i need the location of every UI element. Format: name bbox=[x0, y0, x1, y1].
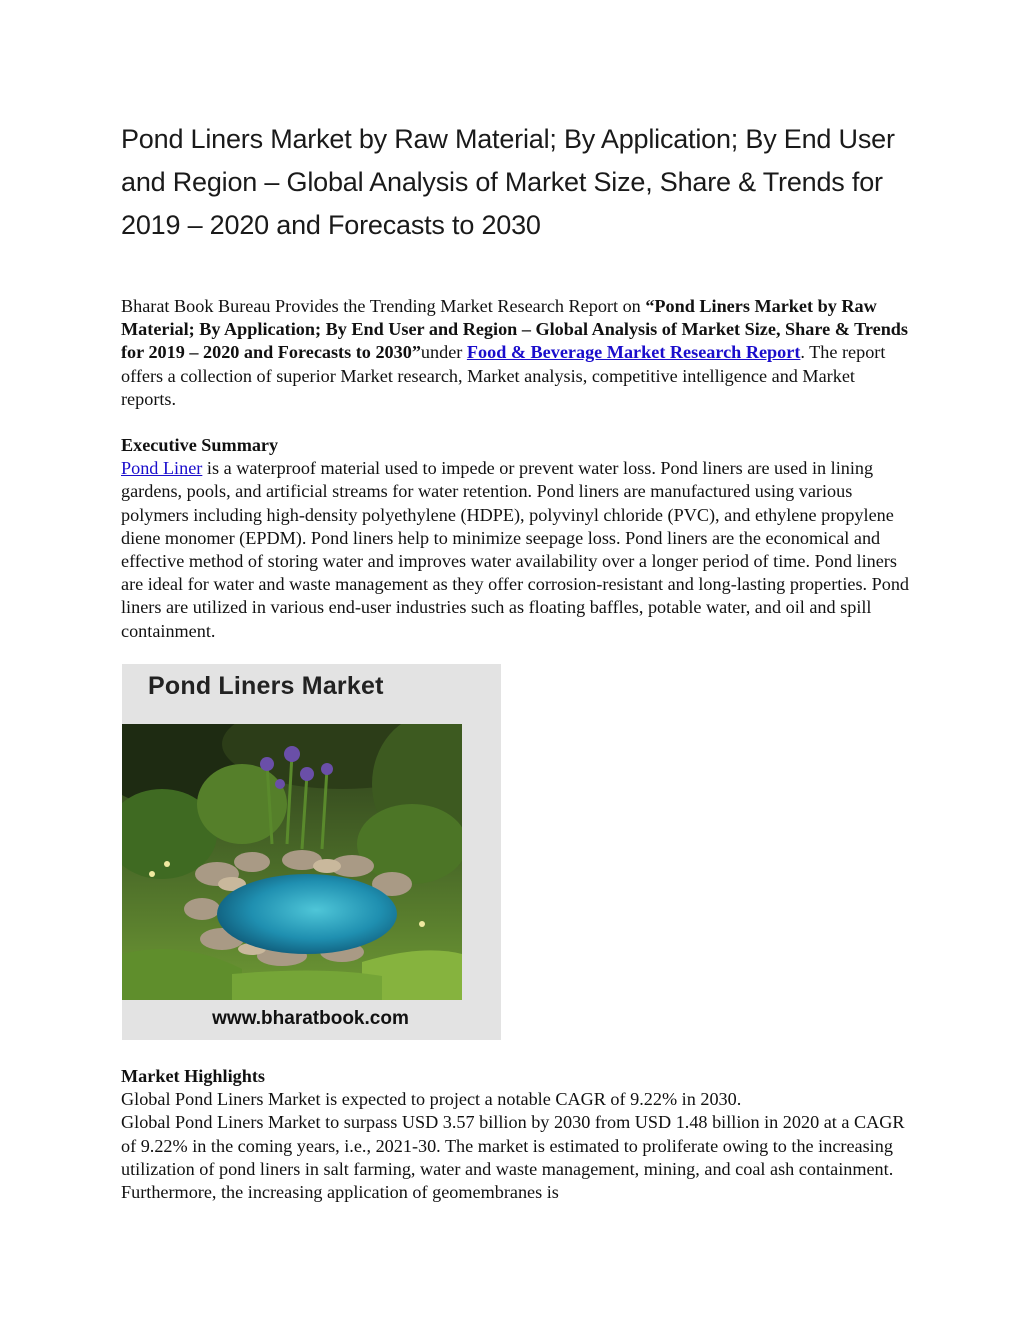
category-link[interactable]: Food & Beverage Market Research Report bbox=[466, 342, 801, 363]
intro-suffix: . The report offers a collection of superior Market research, Market analysis, competitive intelligence and Market reports. bbox=[121, 342, 886, 409]
market-highlights-section bbox=[121, 1065, 911, 1204]
intro-paragraph bbox=[121, 295, 911, 411]
pond-liners-market-figure bbox=[122, 664, 501, 1040]
pond-liner-link[interactable]: Pond Liner bbox=[121, 458, 203, 479]
executive-summary-heading: Executive Summary bbox=[121, 435, 279, 455]
figure-url: www.bharatbook.com bbox=[212, 1008, 409, 1029]
document-title: Pond Liners Market by Raw Material; By Application; By End User and Region – Global Analysis of Market Size, Share & Trends for 2019 – 2020 and Forecasts to 2030 bbox=[121, 124, 895, 240]
intro-under: under bbox=[420, 342, 467, 363]
highlight-line-2: Global Pond Liners Market to surpass USD 3.57 billion by 2030 from USD 1.48 billion in 2020 at a CAGR of 9.22% in the coming years, i.e., 2021-30. The market is estimated to proliferate owing to the increasing utilization of pond liners in salt farming, water and waste management, mining, and coal ash containment. Furthermore, the increasing application of geomembranes is bbox=[121, 1112, 905, 1203]
intro-prefix: Bharat Book Bureau Provides the Trending Market Research Report on bbox=[121, 296, 646, 316]
highlight-line-1: Global Pond Liners Market is expected to project a notable CAGR of 9.22% in 2030. bbox=[121, 1089, 742, 1110]
garden-pond-photo bbox=[122, 724, 462, 1000]
executive-summary-text: is a waterproof material used to impede or prevent water loss. Pond liners are used in lining gardens, pools, and artificial streams for water retention. Pond liners are manufactured using various polymers including high-density polyethylene (HDPE), polyvinyl chloride (PVC), and ethylene propylene diene monomer (EPDM). Pond liners help to minimize seepage loss. Pond liners are the economical and effective method of storing water and improves water availability over a longer period of time. Pond liners are ideal for water and waste management as they offer corrosion-resistant and long-lasting properties. Pond liners are utilized in various end-user industries such as floating baffles, potable water, and oil and spill containment. bbox=[121, 458, 910, 641]
figure-title: Pond Liners Market bbox=[148, 672, 384, 700]
report-title: “Pond Liners Market by Raw Material; By Application; By End User and Region – Global Analysis of Market Size, Share & Trends for 2019 – 2020 and Forecasts to 2030” bbox=[121, 296, 908, 363]
market-highlights-heading: Market Highlights bbox=[121, 1066, 265, 1086]
executive-summary-section bbox=[121, 434, 911, 643]
